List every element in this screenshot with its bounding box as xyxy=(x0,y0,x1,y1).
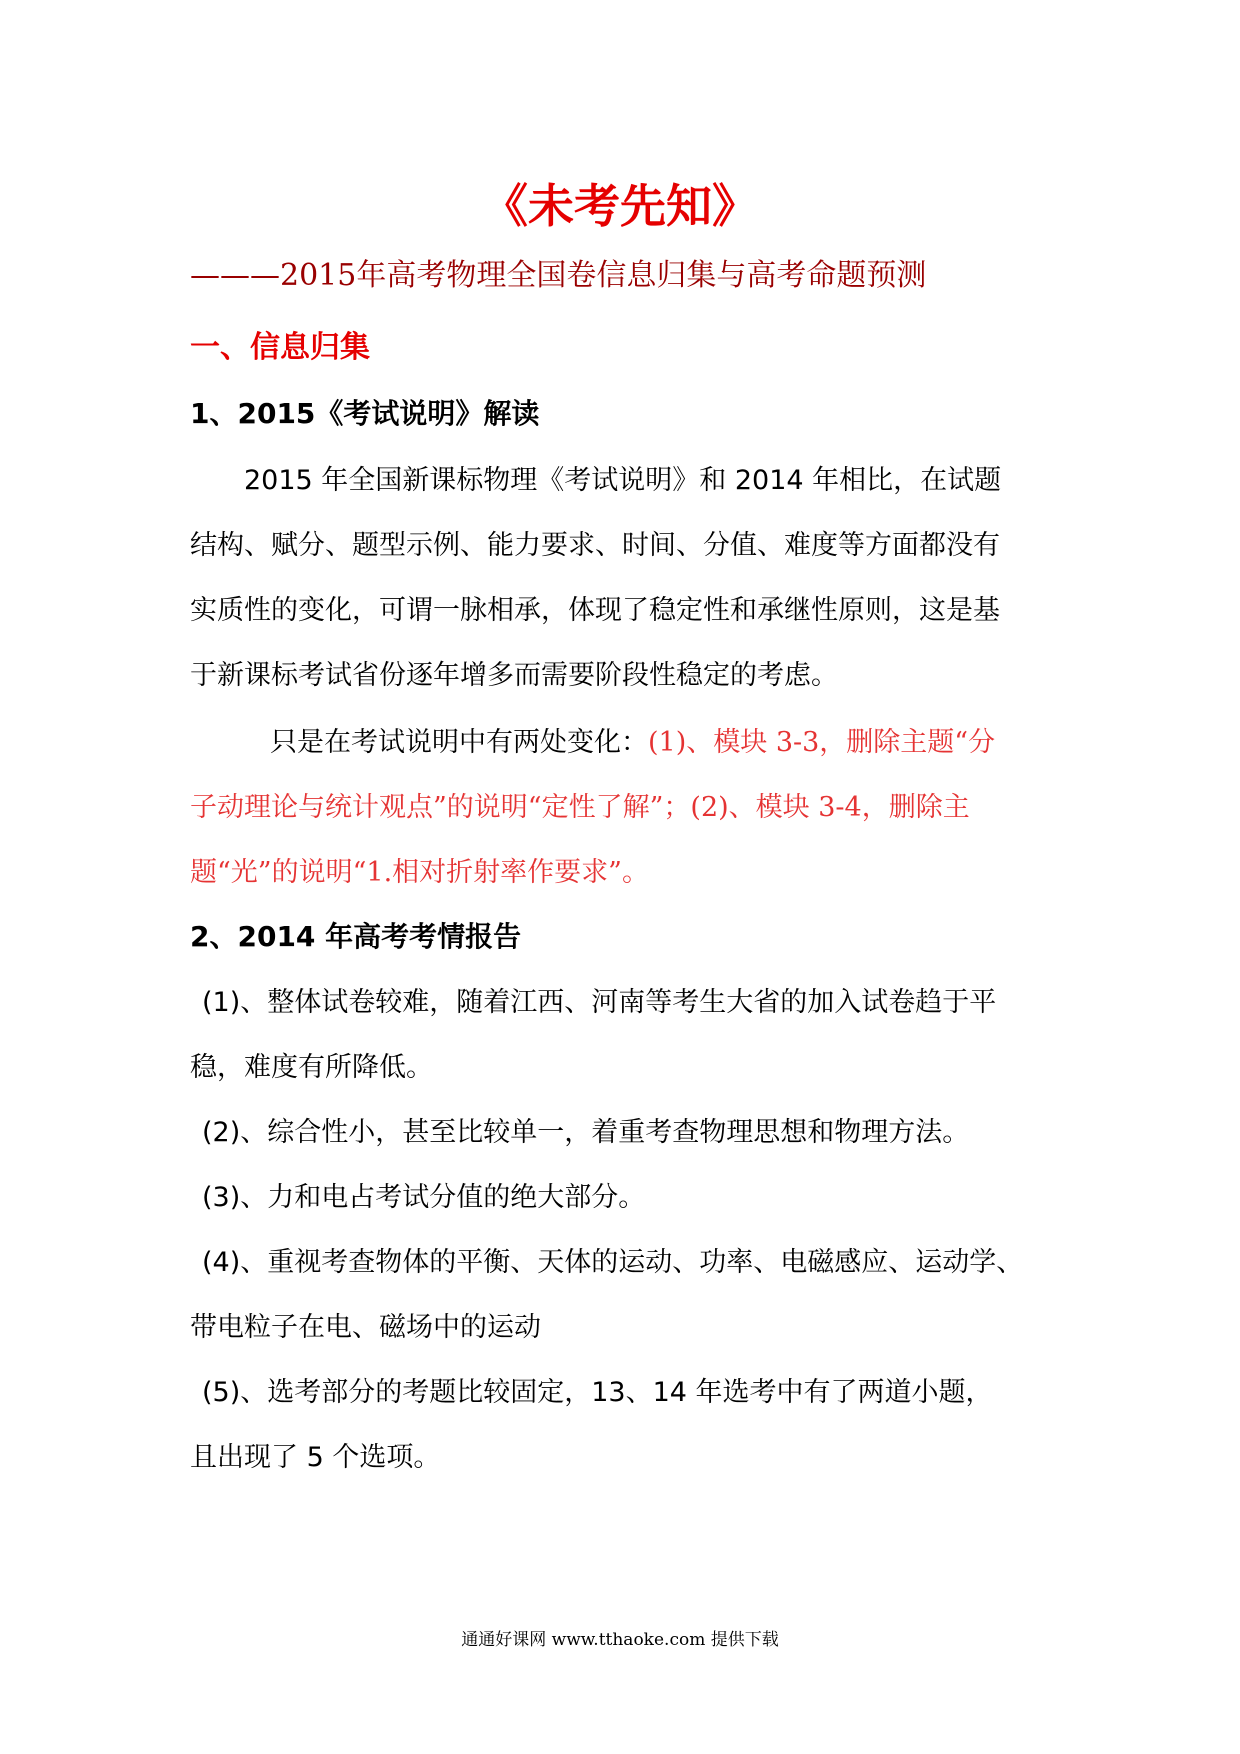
change-highlight-text: (1)、模块 3-3，删除主题“分 xyxy=(648,727,996,758)
list-item xyxy=(190,1165,1060,1230)
document-subtitle: ———2015年高考物理全国卷信息归集与高考命题预测 xyxy=(190,258,927,293)
list-item-line: 且出现了 5 个选项。 xyxy=(190,1442,441,1473)
paragraph-line: 2015 年全国新课标物理《考试说明》和 2014 年相比，在试题 xyxy=(244,465,1002,496)
paragraph-line: 结构、赋分、题型示例、能力要求、时间、分值、难度等方面都没有 xyxy=(190,530,1000,561)
list-item-line: 稳，难度有所降低。 xyxy=(190,1052,433,1083)
list-item xyxy=(190,1100,1060,1165)
list-item xyxy=(190,970,1060,1100)
list-item-line: (3)、力和电占考试分值的绝大部分。 xyxy=(202,1182,646,1213)
paragraph-line: 实质性的变化，可谓一脉相承，体现了稳定性和承继性原则，这是基 xyxy=(190,595,1000,626)
changes-intro-text: 只是在考试说明中有两处变化： xyxy=(270,727,648,758)
change-highlight-text: 子动理论与统计观点”的说明“定性了解”；(2)、模块 3-4，删除主 xyxy=(190,792,970,823)
page-footer: 通通好课网 www.tthaoke.com 提供下载 xyxy=(461,1630,779,1650)
subheading-exam-report: 2、2014 年高考考情报告 xyxy=(190,920,522,953)
list-item-line: (1)、整体试卷较难，随着江西、河南等考生大省的加入试卷趋于平 xyxy=(202,987,997,1018)
change-highlight-text: 题“光”的说明“1.相对折射率作要求”。 xyxy=(190,857,649,888)
list-item-line: (4)、重视考查物体的平衡、天体的运动、功率、电磁感应、运动学、 xyxy=(202,1247,1024,1278)
subheading-exam-guide: 1、2015《考试说明》解读 xyxy=(190,397,540,430)
list-item-line: (2)、综合性小，甚至比较单一，着重考查物理思想和物理方法。 xyxy=(202,1117,970,1148)
document-title: 《未考先知》 xyxy=(482,179,758,233)
section-heading-info-collection: 一、信息归集 xyxy=(190,330,370,365)
list-item-line: 带电粒子在电、磁场中的运动 xyxy=(190,1312,541,1343)
list-item xyxy=(190,1230,1060,1360)
list-item-line: (5)、选考部分的考题比较固定，13、14 年选考中有了两道小题， xyxy=(202,1377,993,1408)
paragraph-exam-guide-changes xyxy=(190,710,1060,905)
paragraph-exam-guide-comparison xyxy=(190,448,1060,708)
list-item xyxy=(190,1360,1060,1490)
paragraph-line: 于新课标考试省份逐年增多而需要阶段性稳定的考虑。 xyxy=(190,660,838,691)
